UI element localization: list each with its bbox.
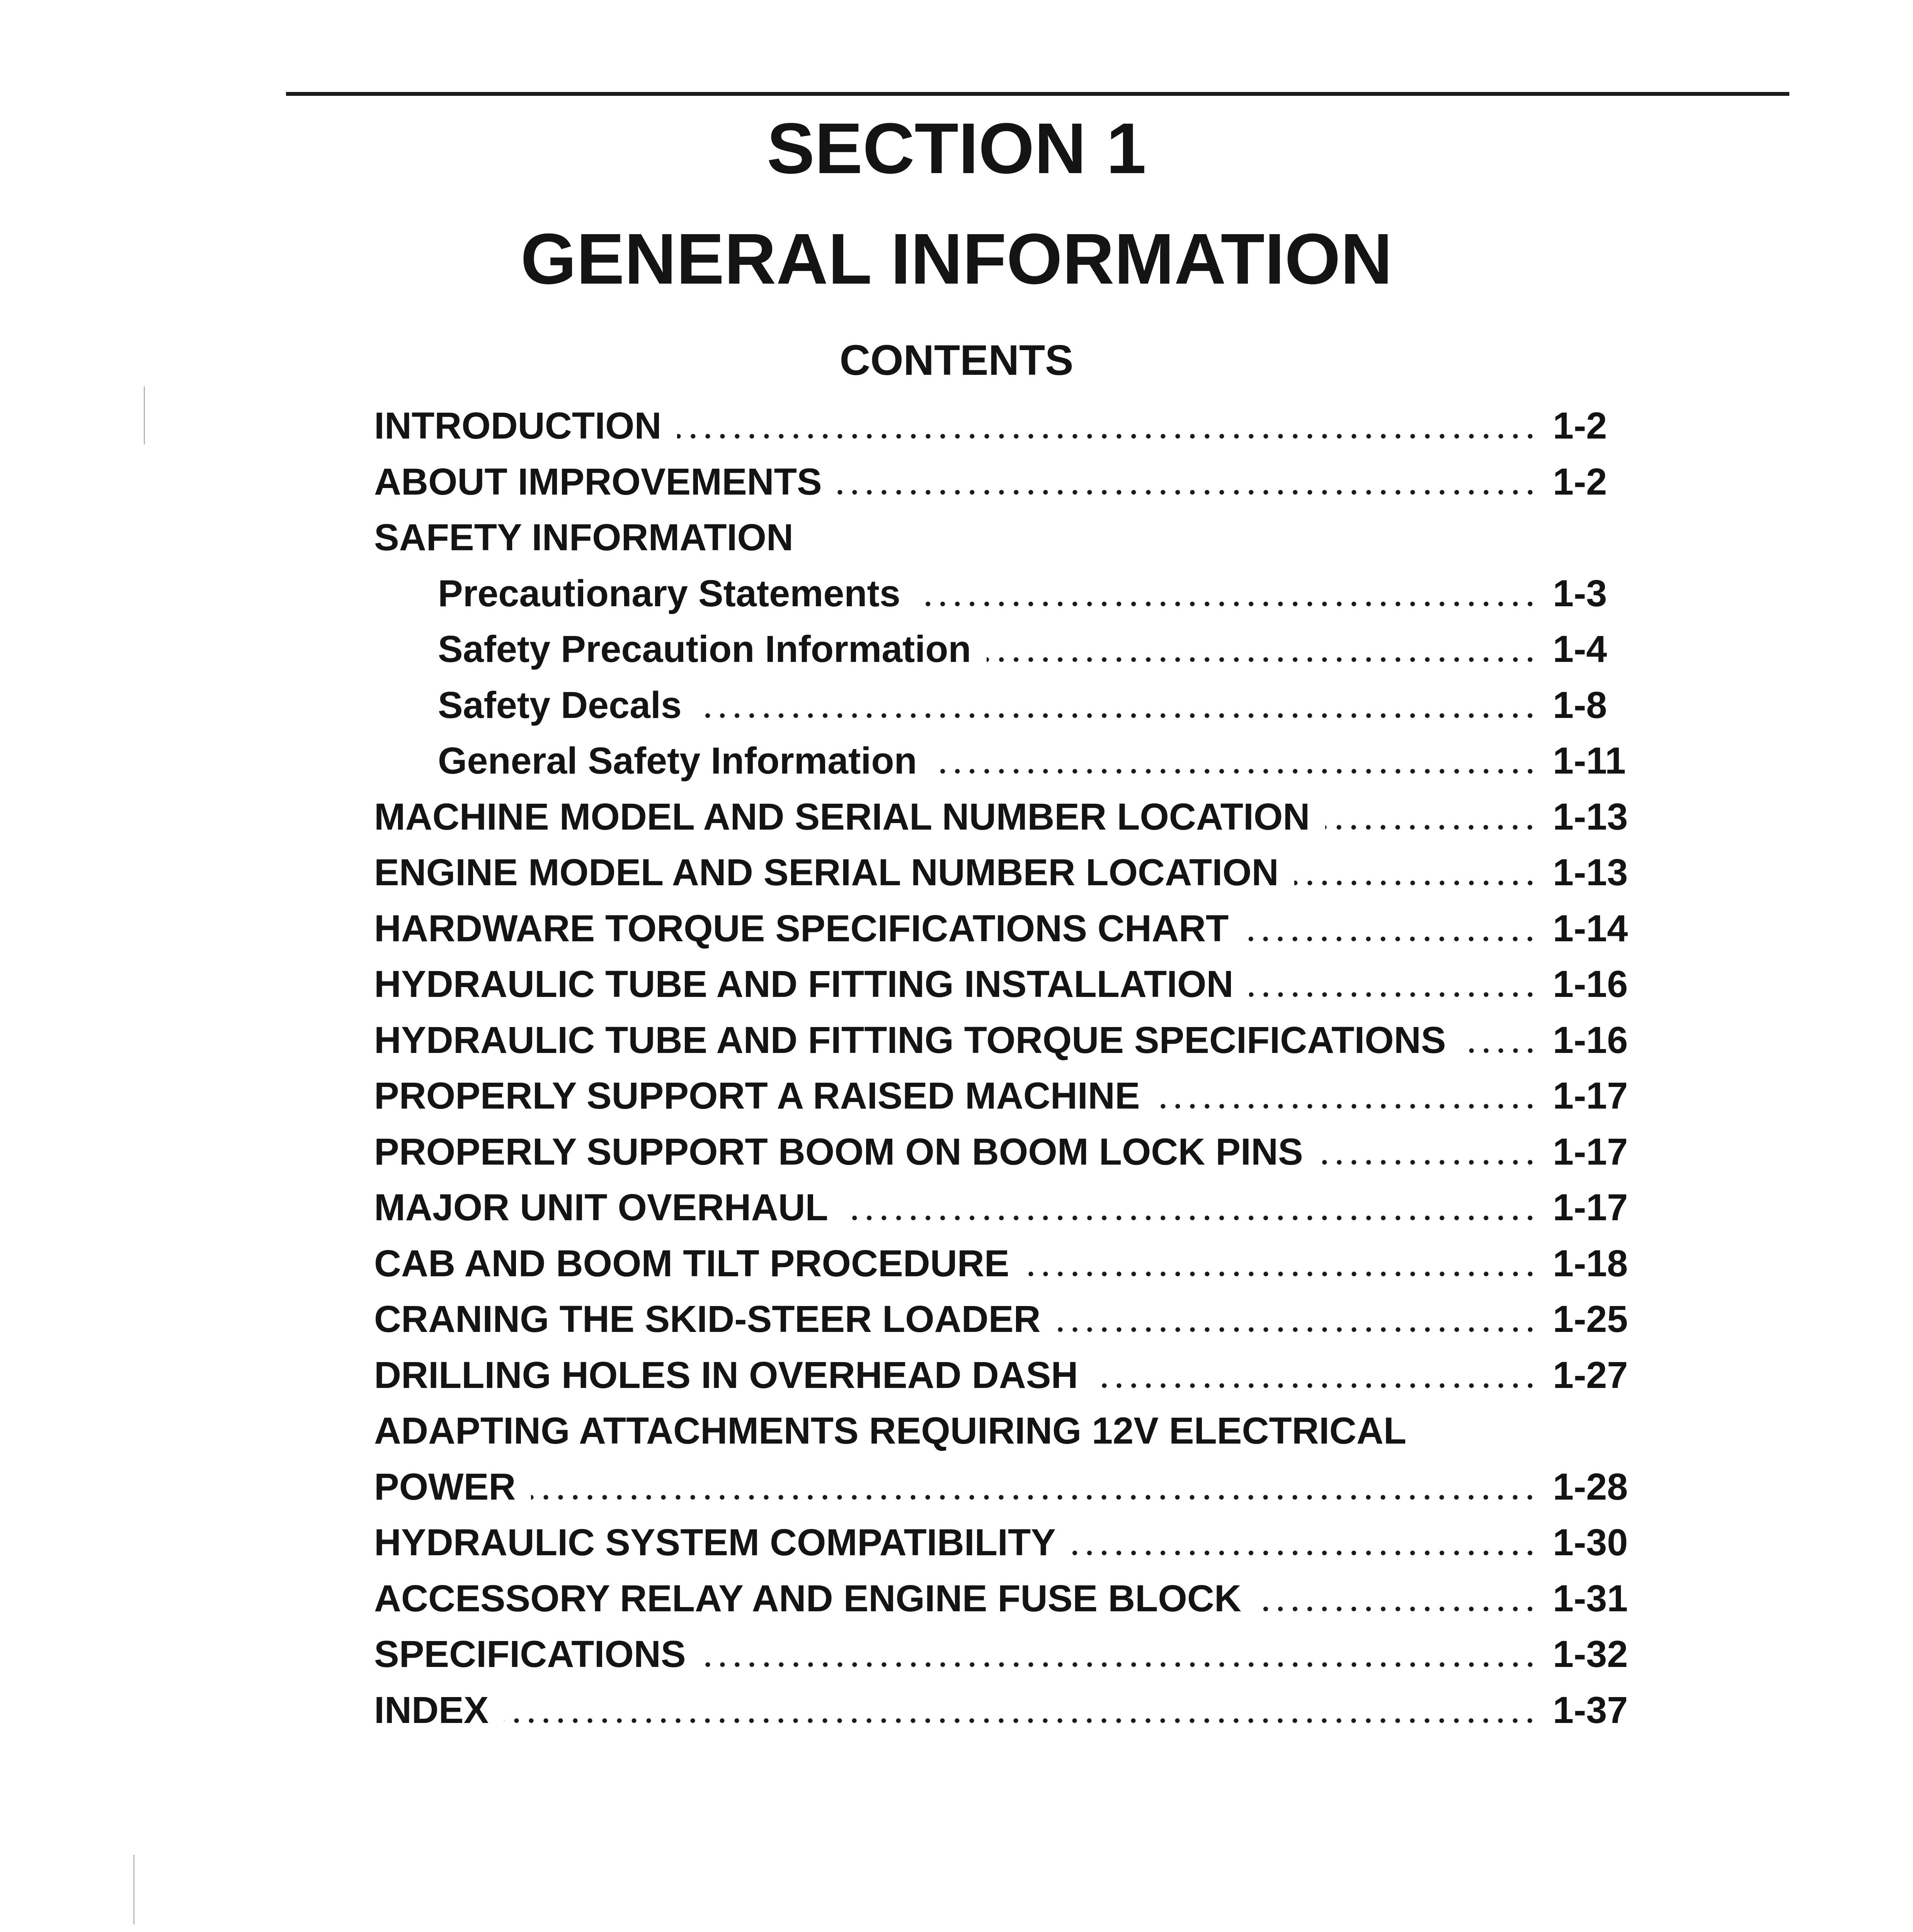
toc-entry-title: INTRODUCTION — [374, 405, 662, 447]
toc-dot-leader — [1071, 1550, 1537, 1556]
toc-entry[interactable] — [374, 1403, 1630, 1459]
toc-dot-leader — [1249, 992, 1537, 997]
toc-dot-leader — [1257, 1606, 1537, 1612]
toc-entry-title: HYDRAULIC TUBE AND FITTING INSTALLATION — [374, 963, 1234, 1005]
toc-entry[interactable] — [374, 677, 1630, 733]
toc-entry-title: Precautionary Statements — [438, 572, 900, 614]
toc-entry[interactable] — [374, 733, 1630, 789]
toc-entry-title: HARDWARE TORQUE SPECIFICATIONS CHART — [374, 907, 1229, 949]
toc-entry[interactable] — [374, 1124, 1630, 1180]
toc-entry-page: 1-13 — [1553, 795, 1628, 838]
section-number: SECTION 1 — [767, 109, 1146, 189]
toc-entry-page: 1-2 — [1553, 460, 1607, 503]
toc-dot-leader — [701, 1662, 1537, 1667]
toc-entry-page: 1-16 — [1553, 963, 1628, 1005]
toc-entry-page: 1-17 — [1553, 1186, 1628, 1229]
top-rule — [286, 92, 1789, 96]
toc-entry-page: 1-32 — [1553, 1633, 1628, 1675]
toc-entry[interactable] — [374, 566, 1630, 622]
toc-dot-leader — [1325, 825, 1537, 830]
toc-entry[interactable] — [374, 398, 1630, 454]
toc-entry[interactable] — [374, 1459, 1630, 1515]
toc-entry-title: Safety Decals — [438, 684, 682, 726]
toc-entry-title: ACCESSORY RELAY AND ENGINE FUSE BLOCK — [374, 1577, 1241, 1619]
toc-dot-leader — [1244, 936, 1537, 942]
toc-entry-page: 1-18 — [1553, 1242, 1628, 1284]
scan-mark-lower — [133, 1855, 134, 1924]
toc-entry-page: 1-2 — [1553, 405, 1607, 447]
section-title: GENERAL INFORMATION — [520, 219, 1393, 299]
toc-entry[interactable] — [374, 1571, 1630, 1627]
scan-mark-upper — [144, 386, 145, 444]
toc-entry-page: 1-27 — [1553, 1354, 1628, 1396]
toc-entry-title: HYDRAULIC TUBE AND FITTING TORQUE SPECIFICATIONS — [374, 1019, 1446, 1061]
toc-entry[interactable] — [374, 1012, 1630, 1068]
toc-dot-leader — [844, 1215, 1537, 1221]
toc-entry-title: SAFETY INFORMATION — [374, 516, 793, 559]
toc-entry-title: POWER — [374, 1465, 516, 1508]
toc-entry-title: Safety Precaution Information — [438, 628, 971, 670]
toc-entry-page: 1-8 — [1553, 684, 1607, 726]
toc-dot-leader — [677, 434, 1537, 439]
toc-entry-title: SPECIFICATIONS — [374, 1633, 686, 1675]
toc-entry-page: 1-4 — [1553, 628, 1607, 670]
toc-entry-page: 1-13 — [1553, 851, 1628, 894]
toc-entry[interactable] — [374, 1068, 1630, 1124]
toc-entry-title: DRILLING HOLES IN OVERHEAD DASH — [374, 1354, 1078, 1396]
toc-entry-title: ENGINE MODEL AND SERIAL NUMBER LOCATION — [374, 851, 1279, 894]
toc-entry[interactable] — [374, 1347, 1630, 1403]
toc-dot-leader — [1056, 1327, 1538, 1332]
toc-entry-title: CAB AND BOOM TILT PROCEDURE — [374, 1242, 1009, 1284]
toc-dot-leader — [531, 1495, 1537, 1500]
toc-entry[interactable] — [374, 1180, 1630, 1236]
toc-entry[interactable] — [374, 1682, 1630, 1738]
toc-entry-title: INDEX — [374, 1689, 489, 1731]
toc-entry[interactable] — [374, 510, 1630, 566]
toc-dot-leader — [1319, 1160, 1537, 1165]
toc-entry[interactable] — [374, 1291, 1630, 1347]
toc-entry-title: ADAPTING ATTACHMENTS REQUIRING 12V ELECTRICAL — [374, 1410, 1407, 1452]
toc-entry-title: ABOUT IMPROVEMENTS — [374, 460, 822, 503]
toc-entry-title: CRANING THE SKID-STEER LOADER — [374, 1298, 1041, 1340]
toc-dot-leader — [1294, 880, 1537, 886]
toc-entry-title: PROPERLY SUPPORT BOOM ON BOOM LOCK PINS — [374, 1130, 1303, 1173]
toc-entry-page: 1-30 — [1553, 1521, 1628, 1564]
toc-entry-page: 1-31 — [1553, 1577, 1628, 1619]
toc-entry[interactable] — [374, 789, 1630, 845]
toc-dot-leader — [1462, 1048, 1538, 1053]
toc-entry-title: General Safety Information — [438, 740, 917, 782]
toc-entry-title: MAJOR UNIT OVERHAUL — [374, 1186, 828, 1229]
toc-entry[interactable] — [374, 956, 1630, 1012]
toc-entry-page: 1-3 — [1553, 572, 1607, 614]
toc-entry-page: 1-28 — [1553, 1465, 1628, 1508]
toc-entry-title: MACHINE MODEL AND SERIAL NUMBER LOCATION — [374, 795, 1310, 838]
toc-dot-leader — [916, 601, 1537, 607]
toc-dot-leader — [837, 490, 1537, 495]
toc-dot-leader — [697, 713, 1537, 718]
toc-entry-page: 1-17 — [1553, 1075, 1628, 1117]
contents-label: CONTENTS — [839, 337, 1074, 384]
table-of-contents — [374, 398, 1630, 1738]
toc-entry-page: 1-25 — [1553, 1298, 1628, 1340]
toc-entry-page: 1-16 — [1553, 1019, 1628, 1061]
toc-entry-title: HYDRAULIC SYSTEM COMPATIBILITY — [374, 1521, 1056, 1564]
toc-entry[interactable] — [374, 901, 1630, 957]
toc-entry-title: PROPERLY SUPPORT A RAISED MACHINE — [374, 1075, 1140, 1117]
toc-entry[interactable] — [374, 621, 1630, 677]
toc-dot-leader — [933, 769, 1537, 774]
toc-entry[interactable] — [374, 454, 1630, 510]
toc-dot-leader — [1094, 1383, 1537, 1388]
toc-dot-leader — [504, 1718, 1537, 1723]
toc-dot-leader — [987, 657, 1537, 662]
toc-entry-page: 1-11 — [1553, 740, 1626, 782]
toc-dot-leader — [1156, 1104, 1537, 1109]
toc-entry-page: 1-14 — [1553, 907, 1628, 949]
toc-entry[interactable] — [374, 1515, 1630, 1571]
toc-entry[interactable] — [374, 1626, 1630, 1682]
toc-entry-page: 1-17 — [1553, 1130, 1628, 1173]
toc-entry[interactable] — [374, 845, 1630, 901]
toc-entry-page: 1-37 — [1553, 1689, 1628, 1731]
toc-dot-leader — [1025, 1271, 1537, 1277]
toc-entry[interactable] — [374, 1236, 1630, 1292]
